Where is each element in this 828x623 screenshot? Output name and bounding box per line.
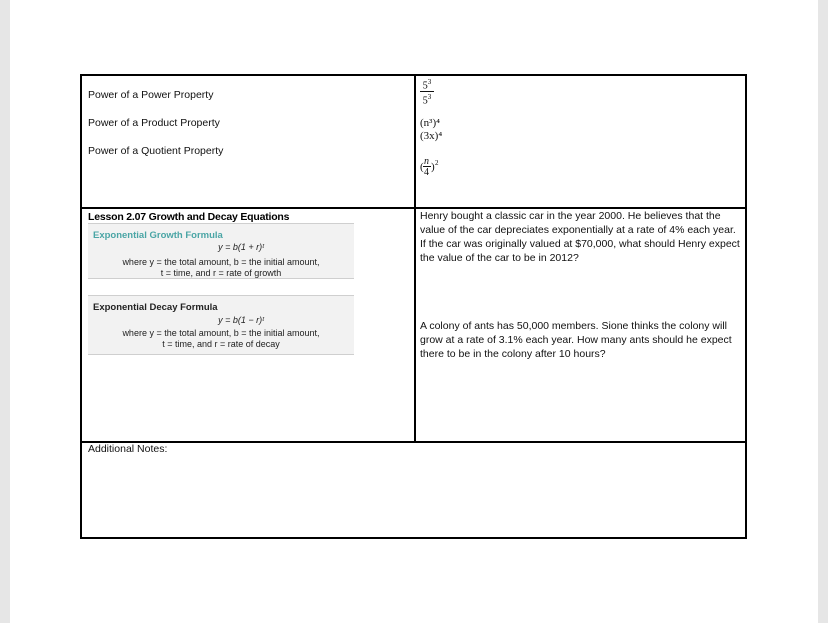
examples-cell xyxy=(416,76,745,209)
problem-ants: A colony of ants has 50,000 members. Sione thinks the colony will grow at a rate of 3.1% each year. How many ants should he expect there to be in the colony after 10 hours? xyxy=(420,320,732,360)
example-quotient xyxy=(420,156,450,180)
example-fraction xyxy=(420,77,434,107)
fraction-numerator: 5 xyxy=(422,80,428,92)
quotient-numerator: n xyxy=(424,156,429,167)
decay-formula-box xyxy=(88,295,354,355)
lesson-cell xyxy=(82,209,416,443)
growth-description xyxy=(88,257,354,279)
property-power-of-quotient: Power of a Quotient Property xyxy=(88,145,224,157)
fraction-denominator: 5 xyxy=(422,95,428,107)
quotient-open-paren: ( xyxy=(420,161,424,173)
problems-cell xyxy=(416,209,745,443)
property-power-of-power: Power of a Power Property xyxy=(88,89,214,101)
decay-formula-title: Exponential Decay Formula xyxy=(93,302,218,313)
property-power-of-product: Power of a Product Property xyxy=(88,117,220,129)
additional-notes-label: Additional Notes: xyxy=(88,443,168,455)
quotient-exponent: 2 xyxy=(435,159,439,167)
growth-equation: y = b(1 + r)ᵗ xyxy=(218,242,264,252)
properties-cell xyxy=(82,76,416,209)
example-power-of-power: (n³)⁴ xyxy=(420,117,440,129)
decay-equation: y = b(1 − r)ᵗ xyxy=(218,315,264,325)
notes-table xyxy=(80,74,747,539)
growth-desc-line2: t = time, and r = rate of growth xyxy=(160,268,282,278)
document-page xyxy=(10,0,818,623)
growth-desc-line1: where y = the total amount, b = the initial amount, xyxy=(122,257,320,267)
growth-formula-box xyxy=(88,223,354,279)
additional-notes-cell[interactable] xyxy=(82,443,745,537)
quotient-close-paren: ) xyxy=(431,161,435,173)
decay-desc-line1: where y = the total amount, b = the initial amount, xyxy=(122,328,320,338)
example-power-of-product: (3x)⁴ xyxy=(420,130,443,142)
lesson-title: Lesson 2.07 Growth and Decay Equations xyxy=(88,211,290,223)
quotient-denominator: 4 xyxy=(424,167,429,178)
decay-desc-line2: t = time, and r = rate of decay xyxy=(162,339,280,349)
decay-description xyxy=(88,328,354,350)
problem-car: Henry bought a classic car in the year 2000. He believes that the value of the car depreciates exponentially at a rate of 4% each year. If the car was originally valued at $70,000, what should Henry expect the value of the car to be in 2012? xyxy=(420,210,740,264)
fraction-denominator-exponent: 3 xyxy=(427,93,432,102)
growth-formula-title: Exponential Growth Formula xyxy=(93,230,223,241)
fraction-numerator-exponent: 3 xyxy=(427,78,432,86)
